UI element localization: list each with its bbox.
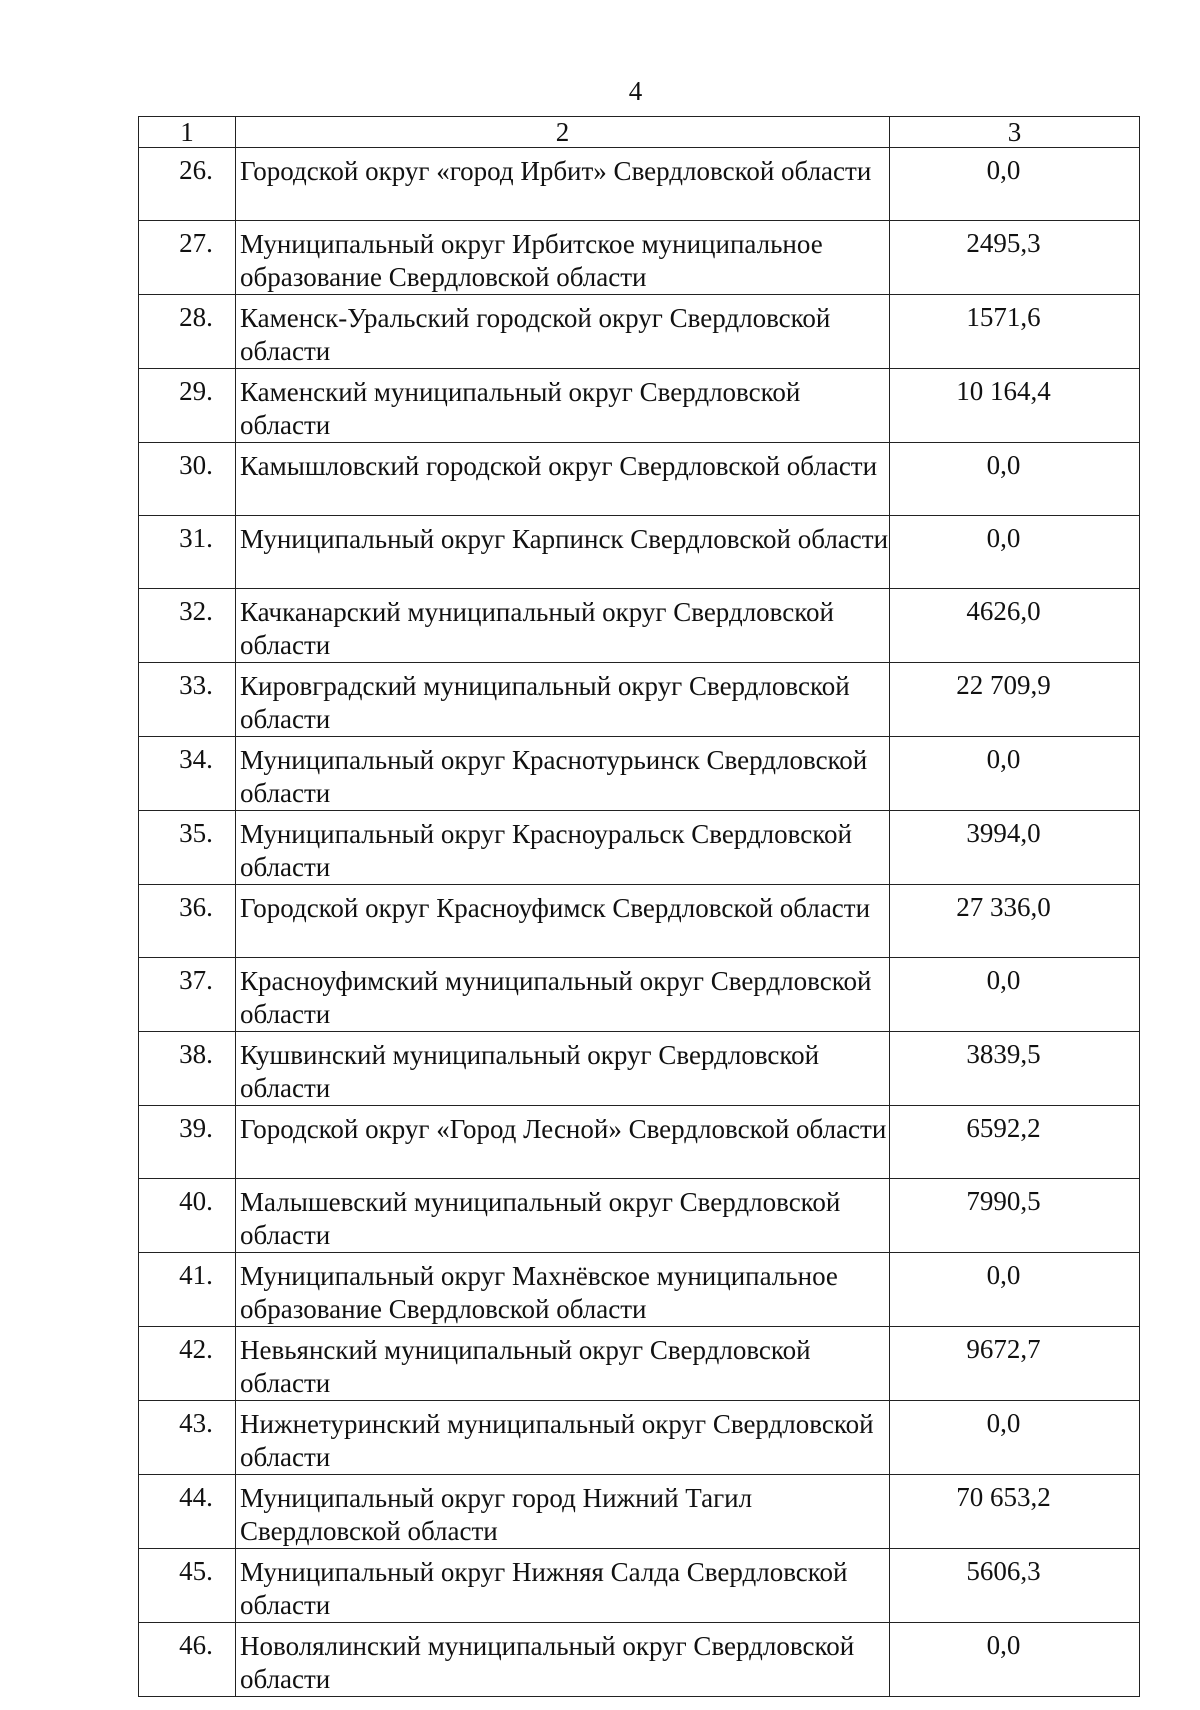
table-body [139, 117, 1140, 1697]
table-row [139, 1179, 1140, 1253]
row-number-cell: 46. [139, 1623, 236, 1697]
amount-cell: 1571,6 [890, 295, 1140, 369]
municipality-name-cell: Муниципальный округ Нижняя Салда Свердловской области [236, 1549, 890, 1623]
amount-cell: 7990,5 [890, 1179, 1140, 1253]
table-row [139, 1475, 1140, 1549]
table-row [139, 958, 1140, 1032]
municipality-name-cell: Муниципальный округ Красноуральск Свердловской области [236, 811, 890, 885]
table-row [139, 1032, 1140, 1106]
row-number-cell: 42. [139, 1327, 236, 1401]
municipality-name-cell: Городской округ Красноуфимск Свердловской области [236, 885, 890, 958]
column-number-3: 3 [890, 117, 1140, 148]
municipality-name-cell: Красноуфимский муниципальный округ Свердловской области [236, 958, 890, 1032]
row-number-cell: 27. [139, 221, 236, 295]
municipality-name-cell: Городской округ «город Ирбит» Свердловской области [236, 148, 890, 221]
row-number-cell: 36. [139, 885, 236, 958]
municipality-name-cell: Муниципальный округ город Нижний Тагил Свердловской области [236, 1475, 890, 1549]
amount-cell: 0,0 [890, 1623, 1140, 1697]
amount-cell: 0,0 [890, 516, 1140, 589]
amount-cell: 9672,7 [890, 1327, 1140, 1401]
amount-cell: 0,0 [890, 737, 1140, 811]
row-number-cell: 41. [139, 1253, 236, 1327]
table-row [139, 885, 1140, 958]
amount-cell: 0,0 [890, 443, 1140, 516]
table-row [139, 516, 1140, 589]
table-row [139, 295, 1140, 369]
table-row [139, 221, 1140, 295]
table-row [139, 369, 1140, 443]
municipality-name-cell: Муниципальный округ Махнёвское муниципальное образование Свердловской области [236, 1253, 890, 1327]
municipality-name-cell: Новолялинский муниципальный округ Свердловской области [236, 1623, 890, 1697]
column-number-2: 2 [236, 117, 890, 148]
table-row [139, 589, 1140, 663]
table-row [139, 1401, 1140, 1475]
table-row [139, 663, 1140, 737]
row-number-cell: 34. [139, 737, 236, 811]
municipality-name-cell: Малышевский муниципальный округ Свердловской области [236, 1179, 890, 1253]
municipality-name-cell: Невьянский муниципальный округ Свердловской области [236, 1327, 890, 1401]
row-number-cell: 38. [139, 1032, 236, 1106]
amount-cell: 3839,5 [890, 1032, 1140, 1106]
row-number-cell: 45. [139, 1549, 236, 1623]
municipality-name-cell: Кировградский муниципальный округ Свердловской области [236, 663, 890, 737]
row-number-cell: 35. [139, 811, 236, 885]
row-number-cell: 33. [139, 663, 236, 737]
row-number-cell: 40. [139, 1179, 236, 1253]
municipality-name-cell: Нижнетуринский муниципальный округ Свердловской области [236, 1401, 890, 1475]
table-row [139, 1327, 1140, 1401]
amount-cell: 0,0 [890, 958, 1140, 1032]
municipality-name-cell: Городской округ «Город Лесной» Свердловской области [236, 1106, 890, 1179]
row-number-cell: 37. [139, 958, 236, 1032]
column-number-1: 1 [139, 117, 236, 148]
amount-cell: 5606,3 [890, 1549, 1140, 1623]
row-number-cell: 44. [139, 1475, 236, 1549]
amount-cell: 4626,0 [890, 589, 1140, 663]
table-row [139, 1549, 1140, 1623]
amount-cell: 0,0 [890, 148, 1140, 221]
municipality-name-cell: Кушвинский муниципальный округ Свердловской области [236, 1032, 890, 1106]
amount-cell: 6592,2 [890, 1106, 1140, 1179]
table-row [139, 1253, 1140, 1327]
municipality-name-cell: Каменский муниципальный округ Свердловской области [236, 369, 890, 443]
table-row [139, 1106, 1140, 1179]
row-number-cell: 28. [139, 295, 236, 369]
amount-cell: 0,0 [890, 1401, 1140, 1475]
allocation-table [138, 116, 1140, 1697]
amount-cell: 3994,0 [890, 811, 1140, 885]
municipality-name-cell: Муниципальный округ Краснотурьинск Свердловской области [236, 737, 890, 811]
row-number-cell: 31. [139, 516, 236, 589]
table-row [139, 737, 1140, 811]
row-number-cell: 30. [139, 443, 236, 516]
municipality-name-cell: Каменск-Уральский городской округ Свердловской области [236, 295, 890, 369]
table-row [139, 443, 1140, 516]
municipality-name-cell: Муниципальный округ Карпинск Свердловской области [236, 516, 890, 589]
row-number-cell: 26. [139, 148, 236, 221]
amount-cell: 27 336,0 [890, 885, 1140, 958]
page-number: 4 [628, 76, 643, 106]
municipality-name-cell: Качканарский муниципальный округ Свердловской области [236, 589, 890, 663]
amount-cell: 22 709,9 [890, 663, 1140, 737]
row-number-cell: 43. [139, 1401, 236, 1475]
amount-cell: 70 653,2 [890, 1475, 1140, 1549]
row-number-cell: 29. [139, 369, 236, 443]
municipality-name-cell: Муниципальный округ Ирбитское муниципальное образование Свердловской области [236, 221, 890, 295]
row-number-cell: 39. [139, 1106, 236, 1179]
table-row [139, 811, 1140, 885]
row-number-cell: 32. [139, 589, 236, 663]
municipality-name-cell: Камышловский городской округ Свердловской области [236, 443, 890, 516]
column-number-row [139, 117, 1140, 148]
table-row [139, 1623, 1140, 1697]
amount-cell: 2495,3 [890, 221, 1140, 295]
table-row [139, 148, 1140, 221]
amount-cell: 10 164,4 [890, 369, 1140, 443]
amount-cell: 0,0 [890, 1253, 1140, 1327]
